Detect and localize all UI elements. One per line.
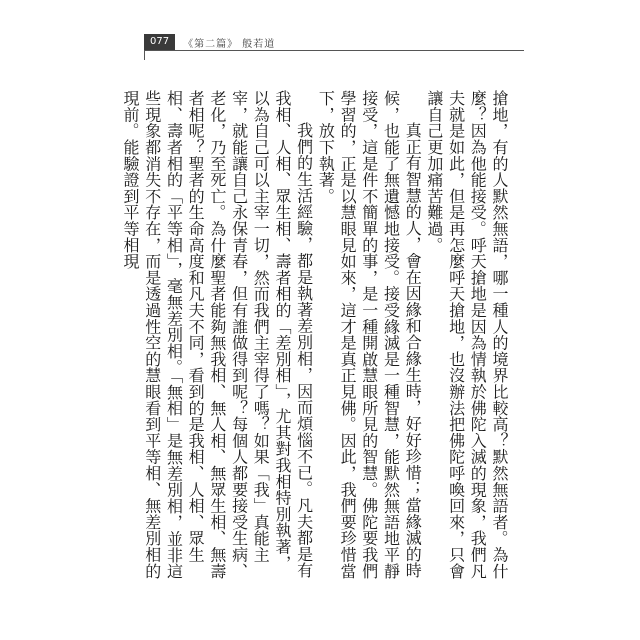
paragraph-1: 搶地，有的人默然無語，哪一種人的境界比較高？默然無語者。為什麼？因為他能接受。呼天搶地是因為情執於佛陀入滅的現象，我們凡夫就是如此，但是再怎麼呼天搶地，也沒辦法把佛陀呼喚回來，只會讓自己更加痛苦難過。 (424, 90, 509, 579)
page-number: 077 (144, 34, 175, 50)
header-tick (144, 50, 145, 60)
paragraph-2: 真正有智慧的人，會在因緣和合緣生時，好好珍惜；當緣滅的時候，也能了無遺憾地接受。接受緣滅是一種智慧，能默然無語地平靜接受，這是件不簡單的事，是一種開啟慧眼所見的智慧。佛陀要我們學習的，正是以慧眼見如來，這才是真正見佛。因此，我們要珍惜當下，放下執著。 (316, 90, 423, 579)
chapter-title: 《第二篇》 般若道 (183, 38, 276, 50)
text-columns (121, 90, 510, 580)
header-rule (144, 50, 524, 51)
body-text (121, 90, 510, 580)
paragraph-3: 我們的生活經驗，都是執著差別相，因而煩惱不已。凡夫都是有我相、人相、眾生相、壽者相的「差別相」，尤其對我相特別執著，以為自己可以主宰一切，然而我們主宰得了嗎？如果「我」真能主宰，就能讓自己永保青春，但有誰做得到呢？每個人都要接受生病、老化，乃至死亡。為什麼聖者能夠無我相、無人相、無眾生相、無壽者相呢？聖者的生命高度和凡夫不同，看到的是我相、人相、眾生相、壽者相的「平等相」，毫無差別相。「無相」是無差別相，並非這些現象都消失不存在，而是透過性空的慧眼看到平等相、無差別相的現前。能驗證到平等相現 (121, 90, 314, 580)
running-header (144, 34, 524, 50)
